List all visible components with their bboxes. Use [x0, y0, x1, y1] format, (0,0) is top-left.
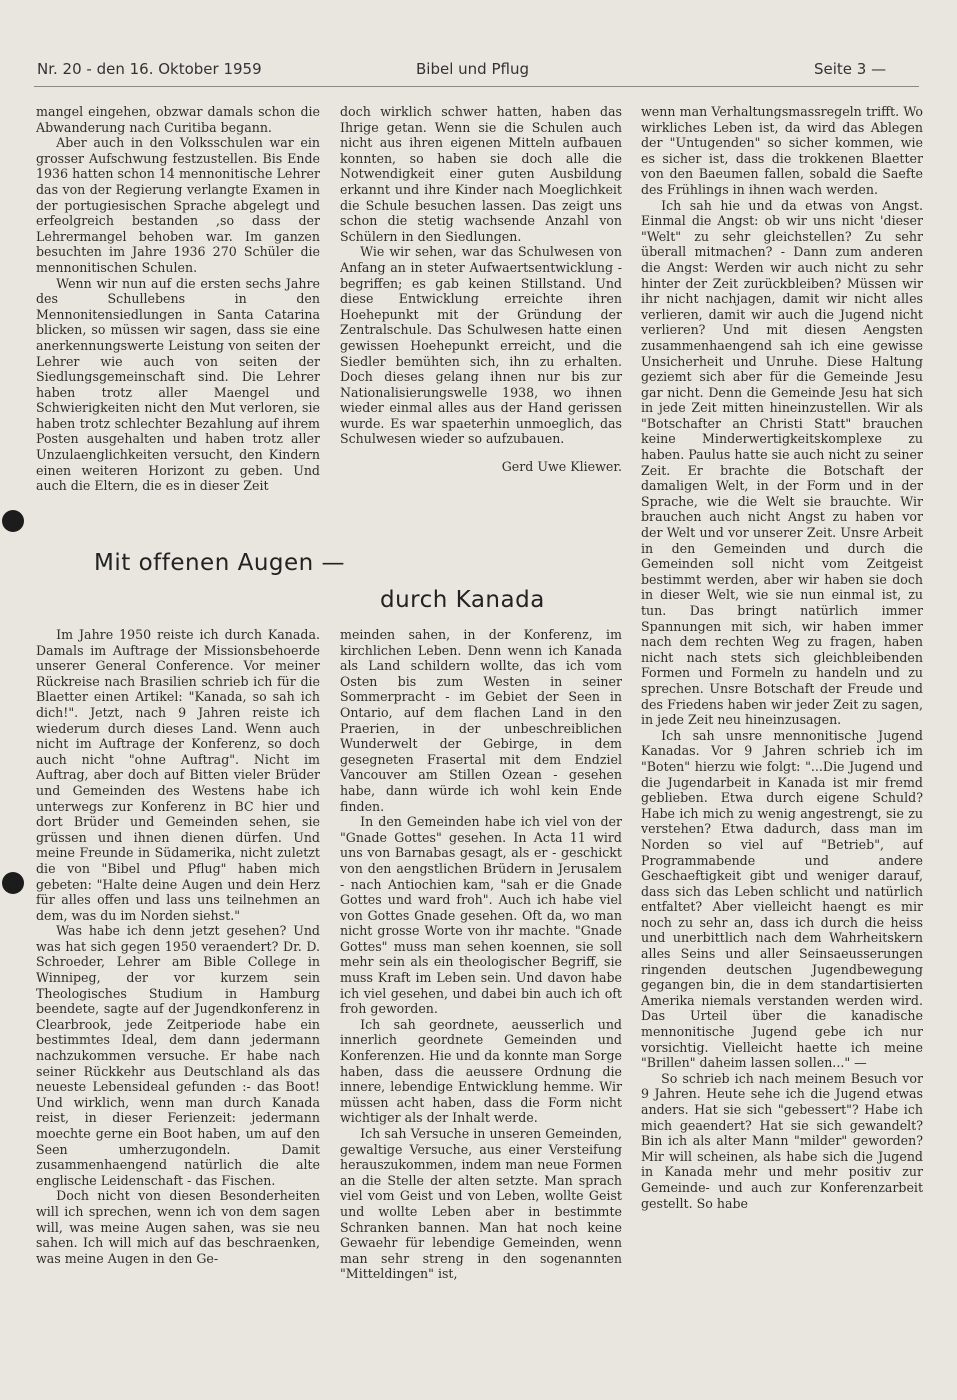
article2-column-1: [36, 627, 320, 1367]
article2-column-2: [340, 627, 622, 1367]
paragraph: Doch nicht von diesen Besonderheiten will ich sprechen, wenn ich von dem sagen will, was meine Augen sahen, was sie neu sahen. Ich will mich auf das beschraenken, was meine Augen in den Ge-: [36, 1188, 320, 1266]
paragraph: meinden sahen, in der Konferenz, im kirchlichen Leben. Denn wenn ich Kanada als Land schildern wollte, das ich vom Osten bis zum Westen in seiner Sommerpracht - im Gebiet der Seen in Ontario, auf dem flachen Land in den Praerien, in der unbeschreiblichen Wunderwelt der Gebirge, in dem gesegneten Frasertal mit dem Endziel Vancouver am Stillen Ozean - gesehen habe, dann würde ich wohl kein Ende finden.: [340, 627, 622, 814]
paragraph: Ich sah hie und da etwas von Angst. Einmal die Angst: ob wir uns nicht 'dieser "Welt" zu sehr gleichstellen? Zu sehr überall mitmachen? - Dann zum anderen die Angst: Werden wir auch nicht zu sehr hinter der Zeit zurückbleiben? Müssen wir ihr nicht nachjagen, damit wir nicht alles verlieren, damit wir auch die Jugend nicht verlieren? Und mit diesen Aengsten zusammenhaengend sah ich eine gewisse Unsicherheit und Unruhe. Diese Haltung geziemt sich aber für die Gemeinde Jesu gar nicht. Denn die Gemeinde Jesu hat sich in jede Zeit mitten hineinzustellen. Wir als "Botschafter an Christi Statt" brauchen keine Minderwertigkeitskomplexe zu haben. Paulus hatte sie auch nicht zu seiner Zeit. Er brachte die Botschaft der damaligen Welt, in der Form und in der Sprache, wie die Welt sie brauchte. Wir brauchen auch nicht Angst zu haben vor der Welt und vor unserer Zeit. Unsre Arbeit in den Gemeinden und durch die Gemeinden soll nicht vom Zeitgeist bestimmt werden, aber wir haben sie doch in dieser Welt, wie sie nun einmal ist, zu tun. Das bringt natürlich immer Spannungen mit sich, wir haben immer nach dem rechten Weg zu fragen, haben nicht nach stets sich gleichbleibenden Formen und Formeln zu handeln und zu sprechen. Unsre Botschaft der Freude und des Friedens haben wir jeder Zeit zu sagen, in jede Zeit neu hineinzusagen.: [641, 197, 923, 728]
punch-hole: [2, 872, 24, 894]
paragraph: In den Gemeinden habe ich viel von der "Gnade Gottes" gesehen. In Acta 11 wird uns von Barnabas gesagt, als er - geschickt von den aengstlichen Brüdern in Jerusalem - nach Antiochien kam, "sah er die Gnade Gottes und ward froh". Auch ich habe viel von Gottes Gnade gesehen. Oft da, wo man nicht grosse Worte von ihr machte. "Gnade Gottes" muss man sehen koennen, sie soll mehr sein als ein theologischer Begriff, sie muss Kraft im Leben sein. Und davon habe ich viel gesehen, und dabei bin auch ich oft froh geworden.: [340, 814, 622, 1017]
page-number: Seite 3 —: [814, 60, 887, 78]
paragraph: Ich sah Versuche in unseren Gemeinden, gewaltige Versuche, aus einer Versteifung herauszukommen, indem man neue Formen an die Stelle der alten setzte. Man sprach viel vom Geist und von Leben, wollte Geist und wollte Leben aber in bestimmte Schranken bannen. Man hat noch keine Gewaehr für lebendige Gemeinden, wenn man sehr streng in den sogenannten "Mitteldingen" ist,: [340, 1126, 622, 1282]
article-title-part2: durch Kanada: [380, 587, 545, 613]
header-rule: [34, 86, 919, 87]
paragraph: So schrieb ich nach meinem Besuch vor 9 Jahren. Heute sehe ich die Jugend etwas anders. Hat sie sich "gebessert"? Habe ich mich geaendert? Hat sie sich gewandelt? Bin ich als alter Mann "milder" geworden? Mir will scheinen, als habe sich die Jugend in Kanada mehr und mehr positiv zur Gemeinde- und auch zur Konferenzarbeit gestellt. So habe: [641, 1070, 923, 1211]
paragraph: Aber auch in den Volksschulen war ein grosser Aufschwung festzustellen. Bis Ende 1936 hatten schon 14 mennonitische Lehrer das von der Regierung verlangte Examen in der portugiesischen Sprache abgelegt und erfeolgreich bestanden ,so dass der Lehrermangel behoben war. Im ganzen besuchten im Jahre 1936 270 Schüler die mennonitischen Schulen.: [36, 135, 320, 275]
article-title-part1: Mit offenen Augen —: [94, 550, 346, 576]
article2-column-3: [641, 104, 923, 1367]
paragraph: Ich sah unsre mennonitische Jugend Kanadas. Vor 9 Jahren schrieb ich im "Boten" hierzu wie folgt: "...Die Jugend und die Jugendarbeit in Kanada ist mir fremd geblieben. Etwa durch eigene Schuld? Habe ich mich zu wenig angestrengt, sie zu verstehen? Etwa dadurch, dass man im Norden so viel auf "Betrieb", auf Programmabende und andere Geschaeftigkeit gibt und weniger darauf, dass sich das Leben schlicht und natürlich entfaltet? Aber vielleicht haengt es mir noch zu sehr an, dass ich durch die heiss und unerbittlich nach dem Wahrheitskern alles Seins und aller Seinsaeusserungen ringenden deutschen Jugendbewegung gegangen bin, die in dem standartisierten Amerika niemals verstanden werden wird. Das Urteil über die kanadische mennonitische Jugend gebe ich nur vorsichtig. Vielleicht haette ich meine "Brillen" daheim lassen sollen..." —: [641, 727, 923, 1071]
article1-column-1: [36, 104, 320, 534]
paragraph: Im Jahre 1950 reiste ich durch Kanada. Damals im Auftrage der Missionsbehoerde unserer General Conference. Vor meiner Rückreise nach Brasilien schrieb ich für die Blaetter einen Artikel: "Kanada, so sah ich dich!". Jetzt, nach 9 Jahren reiste ich wiederum durch dieses Land. Wenn auch nicht im Auftrage der Konferenz, so doch auch nicht "ohne Auftrag". Nicht im Auftrag, aber doch auf Bitten vieler Brüder und Gemeinden des Westens habe ich unterwegs zur Konferenz in BC hier und dort Brüder und Gemeinden sehen, sie grüssen und ihnen dienen dürfen. Und meine Freunde in Südamerika, nicht zuletzt die von "Bibel und Pflug" haben mich gebeten: "Halte deine Augen und dein Herz für alles offen und lass uns teilnehmen an dem, was du im Norden siehst.": [36, 627, 320, 923]
paragraph: wenn man Verhaltungsmassregeln trifft. Wo wirkliches Leben ist, da wird das Ablegen der "Untugenden" so sicher kommen, wie es sicher ist, dass die trokkenen Blaetter von den Baeumen fallen, sobald die Saefte des Frühlings in ihnen wach werden.: [641, 104, 923, 197]
paragraph: Wie wir sehen, war das Schulwesen von Anfang an in steter Aufwaertsentwicklung -begriffen; es gab keinen Stillstand. Und diese Entwicklung erreichte ihren Hoehepunkt mit der Gründung der Zentralschule. Das Schulwesen hatte einen gewissen Hoehepunkt erreicht, und die Siedler bemühten sich, ihn zu erhalten. Doch dieses gelang ihnen nur bis zur Nationalisierungswelle 1938, wo ihnen wieder einmal alles aus der Hand gerissen wurde. Es war spaeterhin unmoeglich, das Schulwesen wieder so aufzubauen.: [340, 244, 622, 447]
punch-hole: [2, 510, 24, 532]
article1-column-2: [340, 104, 622, 534]
paragraph: Was habe ich denn jetzt gesehen? Und was hat sich gegen 1950 veraendert? Dr. D. Schroeder, Lehrer am Bible College in Winnipeg, der vor kurzem sein Theologisches Studium in Hamburg beendete, sagte auf der Jugendkonferenz in Clearbrook, jede Zeitperiode habe ein bestimmtes Ideal, dem dann jedermann nachzukommen versuche. Er habe nach seiner Rückkehr aus Deutschland als das neueste Lebensideal gefunden :- das Boot! Und wirklich, wenn man durch Kanada reist, in dieser Ferienzeit: jedermann moechte gerne ein Boot haben, um auf den Seen umherzugondeln. Damit zusammenhaengend natürlich die alte englische Leidenschaft - das Fischen.: [36, 923, 320, 1188]
issue-date: Nr. 20 - den 16. Oktober 1959: [37, 60, 262, 78]
paragraph: doch wirklich schwer hatten, haben das Ihrige getan. Wenn sie die Schulen auch nicht aus ihren eigenen Mitteln aufbauen konnten, so haben sie doch alle die Notwendigkeit einer guten Ausbildung erkannt und ihre Kinder nach Moeglichkeit die Schule besuchen lassen. Das zeigt uns schon die stetig wachsende Anzahl von Schülern in den Siedlungen.: [340, 104, 622, 244]
author-signature: Gerd Uwe Kliewer.: [501, 459, 622, 475]
paragraph: mangel eingehen, obzwar damals schon die Abwanderung nach Curitiba begann.: [36, 104, 320, 135]
publication-name: Bibel und Pflug: [416, 60, 529, 78]
paragraph: Wenn wir nun auf die ersten sechs Jahre des Schullebens in den Mennonitensiedlungen in Santa Catarina blicken, so müssen wir sagen, dass sie eine anerkennungswerte Leistung von seiten der Lehrer wie auch von seiten der Siedlungsgemeinschaft sind. Die Lehrer haben trotz aller Maengel und Schwierigkeiten nicht den Mut verloren, sie haben trotz schlechter Bezahlung auf ihrem Posten ausgehalten und haben trotz aller Unzulaenglichkeiten versucht, den Kindern einen weiteren Horizont zu geben. Und auch die Eltern, die es in dieser Zeit: [36, 275, 320, 494]
paragraph: Ich sah geordnete, aeusserlich und innerlich geordnete Gemeinden und Konferenzen. Hie und da konnte man Sorge haben, dass die aeussere Ordnung die innere, lebendige Entwicklung hemme. Wir müssen acht haben, dass die Form nicht wichtiger als der Inhalt werde.: [340, 1016, 622, 1126]
